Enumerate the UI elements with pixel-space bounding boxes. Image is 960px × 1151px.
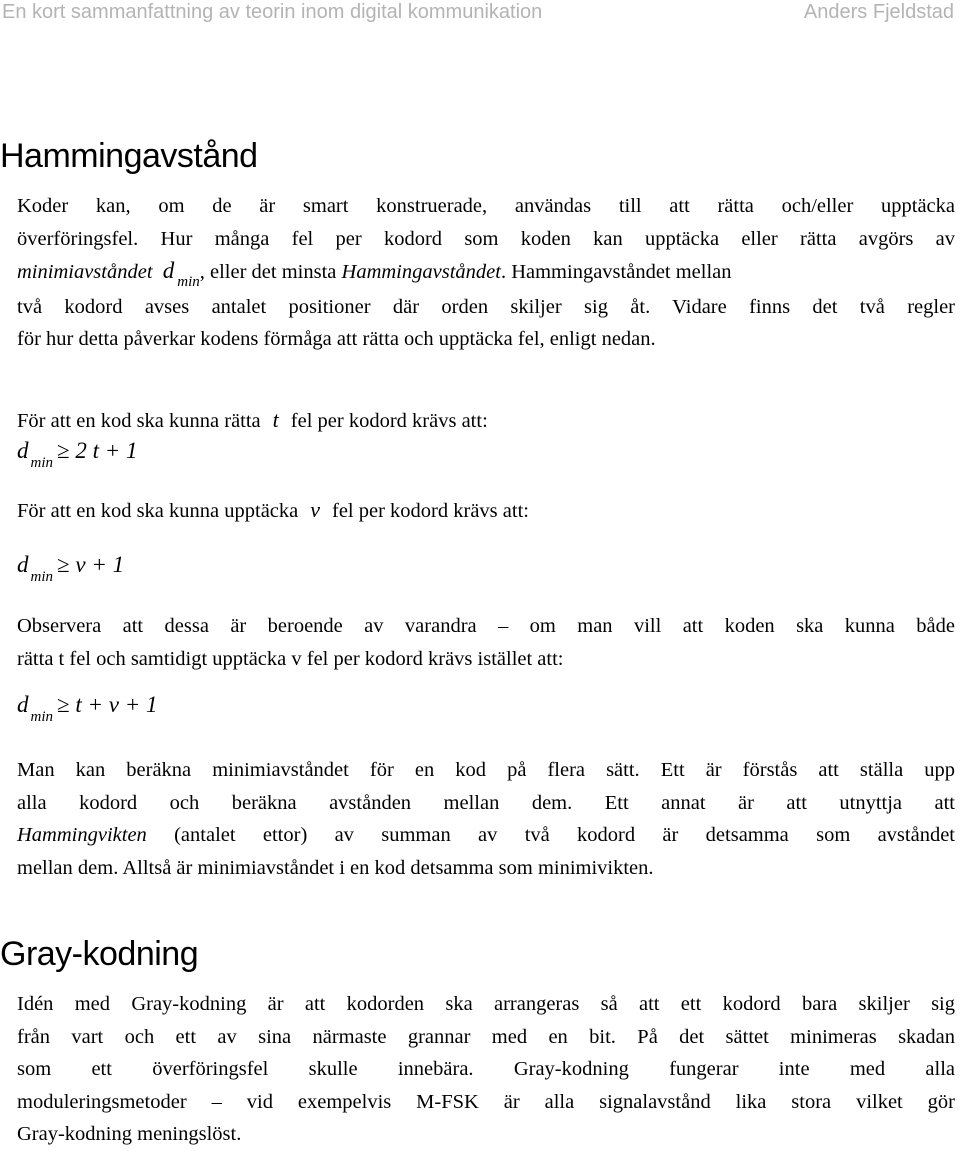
math-rhs: 2 t + 1 [75,438,138,463]
page-header [0,0,960,28]
equation-combined [17,690,158,723]
math-subscript-min: min [30,455,53,471]
paragraph-line [17,404,955,438]
math-var-v: v [310,497,320,522]
math-var-t: t [272,407,279,432]
equation-correct [17,436,138,469]
paragraph-line: överföringsfel. Hur många fel per kodord som koden kan upptäcka eller rätta avgörs av [17,227,955,250]
paragraph-line: moduleringsmetoder – vid exempelvis M-FSK är alla signalavstånd lika stora vilket gör [17,1090,955,1113]
text-fragment: , eller det minsta [199,261,342,283]
math-rhs: v + 1 [75,552,125,577]
text-fragment: För att en kod ska kunna rätta [17,410,261,432]
paragraph-minimum-distance [17,754,955,884]
math-d: d [17,438,29,463]
term-minimiavstandet: minimiavståndet [17,261,153,283]
term-hammingvikten: Hammingvikten [17,824,147,846]
math-subscript-min: min [30,569,53,585]
paragraph-line: för hur detta påverkar kodens förmåga att rätta och upptäcka fel, enligt nedan. [17,328,656,350]
text-fragment: fel per kodord krävs att: [332,500,529,522]
math-relation: ≥ [57,552,70,577]
math-d: d [162,258,175,283]
math-relation: ≥ [57,692,70,717]
paragraph-line: Idén med Gray-kodning är att kodorden ska arrangeras så att ett kodord bara skiljer sig [17,993,955,1015]
math-subscript-min: min [30,709,53,725]
math-subscript-min: min [177,274,200,290]
paragraph-intro [17,190,955,356]
paragraph-line: alla kodord och beräkna avstånden mellan dem. Ett annat är att utnyttja att [17,791,955,814]
section-title-hamming: Hammingavstånd [0,137,258,175]
math-rhs: t + v + 1 [75,692,158,717]
math-d: d [17,692,29,717]
text-fragment: För att en kod ska kunna upptäcka [17,500,299,522]
paragraph-line: mellan dem. Alltså är minimiavståndet i en kod detsamma som minimivikten. [17,856,654,879]
paragraph-line [17,494,955,528]
paragraph-line: Koder kan, om de är smart konstruerade, användas till att rätta och/eller upptäcka [17,195,955,217]
paragraph-line: Man kan beräkna minimiavståndet för en kod på flera sätt. Ett är förstås att ställa upp [17,759,955,781]
paragraph-line: två kodord avses antalet positioner där orden skiljer sig åt. Vidare finns det två regler [17,295,955,318]
term-hammingavstandet: Hammingavståndet [341,261,501,283]
paragraph-line: Gray-kodning meningslöst. [17,1123,242,1145]
equation-detect [17,550,124,583]
header-author: Anders Fjeldstad [803,1,954,23]
paragraph-correct-rule [17,404,955,438]
paragraph-detect-rule [17,494,955,528]
text-fragment: . Hammingavståndet mellan [500,261,732,283]
paragraph-line: från vart och ett av sina närmaste grannar med en bit. På det sättet minimeras skadan [17,1025,955,1048]
paragraph-line: Observera att dessa är beroende av varandra – om man vill att koden ska kunna både [17,615,955,637]
text-fragment: (antalet ettor) av summan av två kodord är detsamma som avståndet [146,824,955,846]
section-title-gray: Gray-kodning [0,935,199,973]
paragraph-line: som ett överföringsfel skulle innebära. Gray-kodning fungerar inte med alla [17,1058,955,1080]
paragraph-observe [17,610,955,675]
math-d: d [17,552,29,577]
paragraph-line [17,819,955,852]
text-fragment: fel per kodord krävs att: [290,410,488,432]
paragraph-gray [17,988,955,1151]
paragraph-line: rätta t fel och samtidigt upptäcka v fel per kodord krävs istället att: [17,647,564,670]
paragraph-line-with-math [17,255,955,291]
header-document-title: En kort sammanfattning av teorin inom digital kommunikation [2,1,543,23]
math-relation: ≥ [57,438,70,463]
